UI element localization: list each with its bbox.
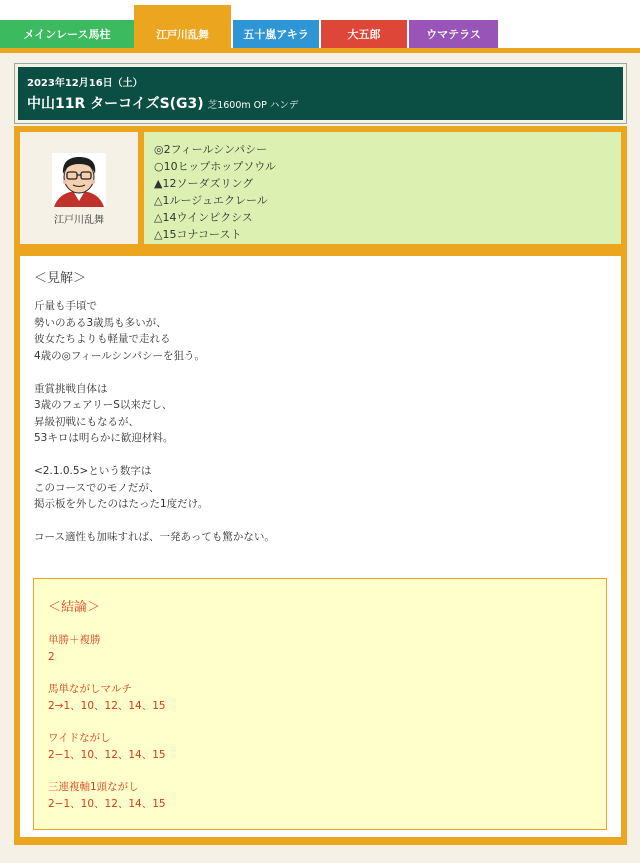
analysis-panel — [20, 256, 621, 837]
pick-renka-3: △15コナコースト — [154, 228, 242, 241]
pick-tanana: ▲12ソーダズリング — [154, 177, 254, 190]
analysis-line: 53キロは明らかに歓迎材料。 — [34, 432, 174, 444]
cartoon-man-with-glasses-icon — [52, 153, 106, 207]
analysis-line: 斤量も手頃で — [34, 300, 97, 312]
analysis-line: 掲示板を外したのはたった1度だけ。 — [34, 498, 209, 510]
analysis-paragraph — [34, 298, 607, 364]
pick-taikou: ○10ヒップホップソウル — [154, 160, 276, 173]
analysis-line: このコースでのモノだが、 — [34, 481, 160, 494]
bet-type: 馬単ながしマルチ — [48, 683, 132, 695]
bet-type: 単勝＋複勝 — [48, 634, 101, 646]
analysis-paragraph — [34, 529, 607, 546]
bet-trio — [48, 779, 592, 813]
analysis-paragraph — [34, 463, 607, 513]
picks-list — [144, 132, 621, 244]
bet-numbers: 2−1、10、12、14、15 — [48, 749, 166, 761]
analysis-line: 勢いのある3歳馬も多いが、 — [34, 316, 167, 329]
tipster-name: 江戸川乱舞 — [54, 215, 104, 226]
analysis-line: 3歳のフェアリーS以来だし、 — [34, 399, 173, 411]
bet-wide — [48, 730, 592, 764]
tab-umaterasu[interactable]: ウマテラス — [409, 20, 498, 48]
bet-win-place — [48, 632, 592, 666]
bet-numbers: 2 — [48, 651, 55, 663]
analysis-section — [14, 252, 627, 845]
pick-renka-1: △1ルージュエクレール — [154, 194, 268, 207]
conclusion-box — [33, 578, 607, 830]
bet-exacta-multi — [48, 681, 592, 715]
tab-main-race-card[interactable]: メインレース馬柱 — [0, 20, 134, 48]
analysis-line: 重賞挑戦自体は — [34, 382, 108, 395]
conclusion-heading: ＜結論＞ — [48, 600, 101, 615]
bet-type: ワイドながし — [48, 732, 111, 744]
pick-renka-2: △14ウインピクシス — [154, 211, 253, 224]
tab-igarashi-akira[interactable]: 五十嵐アキラ — [233, 20, 319, 48]
analysis-paragraph — [34, 381, 607, 447]
race-conditions: 芝1600m OP ハンデ — [207, 100, 299, 111]
analysis-line: 彼女たちよりも軽量で走れる — [34, 333, 171, 345]
bet-numbers: 2−1、10、12、14、15 — [48, 798, 166, 810]
bet-type: 三連複軸1頭ながし — [48, 781, 139, 793]
analysis-line: 4歳の◎フィールシンパシーを狙う。 — [34, 349, 206, 362]
tab-edogawa-ranbu[interactable]: 江戸川乱舞 — [134, 5, 231, 50]
analysis-line: コース適性も加味すれば、一発あっても驚かない。 — [34, 531, 275, 543]
race-header-panel — [18, 67, 623, 120]
race-title: 中山11R ターコイズS(G3) — [27, 96, 204, 112]
bet-numbers: 2→1、10、12、14、15 — [48, 700, 166, 712]
analysis-line: <2.1.0.5>という数字は — [34, 465, 152, 477]
tipster-profile — [20, 132, 138, 244]
tab-bar — [0, 0, 640, 48]
race-title-row — [27, 93, 614, 116]
tab-daigoro[interactable]: 大五郎 — [321, 20, 407, 48]
race-date: 2023年12月16日（土） — [27, 78, 143, 89]
pick-honmei: ◎2フィールシンパシー — [154, 143, 268, 156]
race-header — [14, 63, 627, 124]
prediction-box — [14, 126, 627, 252]
analysis-heading: ＜見解＞ — [34, 271, 87, 286]
analysis-line: 昇級初戦にもなるが、 — [34, 415, 139, 428]
